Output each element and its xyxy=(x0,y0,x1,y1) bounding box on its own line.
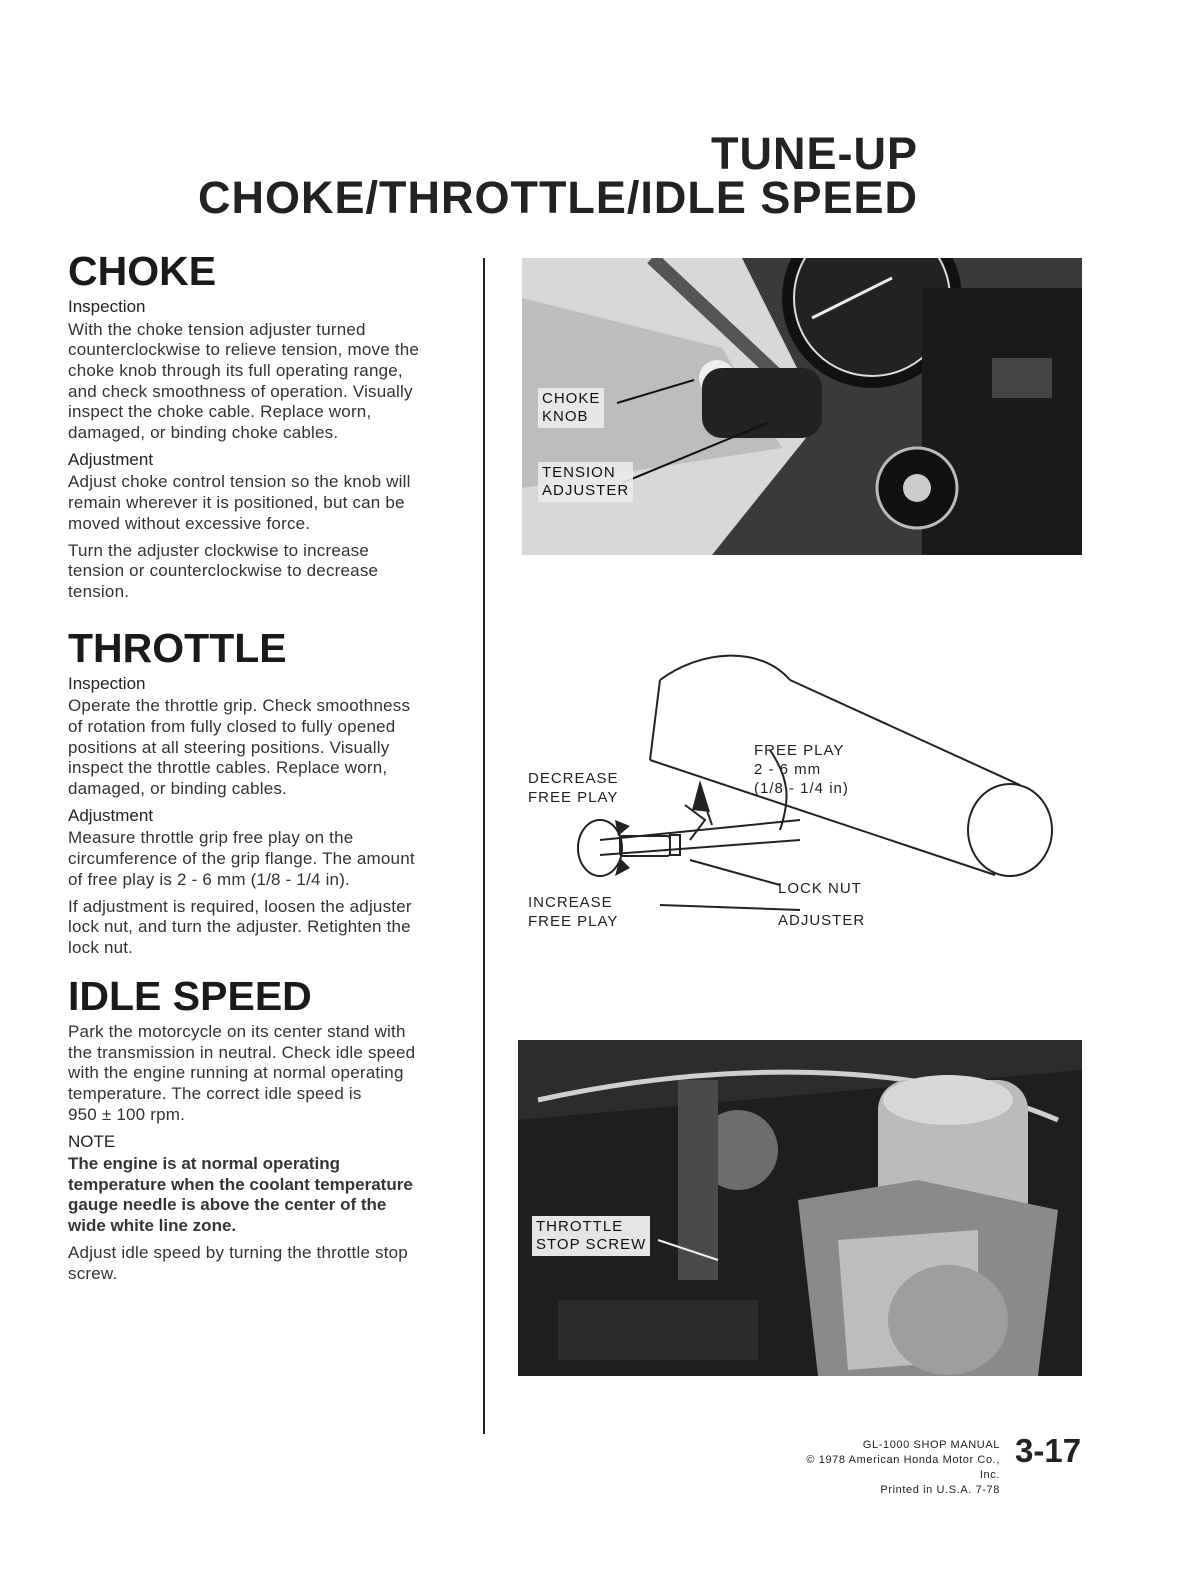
free-play-label xyxy=(754,742,849,798)
choke-title: CHOKE xyxy=(68,248,217,294)
footer xyxy=(800,1438,1000,1497)
header-title-line2: CHOKE/THROTTLE/IDLE SPEED xyxy=(197,172,918,223)
choke-knob-label-line1: CHOKE xyxy=(542,390,601,407)
tension-adjuster-label xyxy=(538,462,633,502)
choke-inspection-heading: Inspection xyxy=(68,297,146,317)
column-divider xyxy=(483,258,485,1434)
choke-inspection-text: With the choke tension adjuster turned counterclockwise to relieve tension, move the choke knob through its full operating range, and check smoothness of operation. Visually inspect the choke cable. Replace worn, damaged, or binding choke cables. xyxy=(68,319,420,443)
throttle-stop-label-line2: STOP SCREW xyxy=(536,1236,647,1253)
increase-free-play-label xyxy=(528,894,618,932)
choke-adjustment-text2: Turn the adjuster clockwise to increase tension or counterclockwise to decrease tension. xyxy=(68,540,379,601)
tension-adjuster-label-line1: TENSION xyxy=(542,464,616,481)
throttle-adjustment-text2: If adjustment is required, loosen the adjuster lock nut, and turn the adjuster. Retighten the lock nut. xyxy=(68,896,412,957)
page-number: 3-17 xyxy=(1015,1432,1082,1469)
adjuster-label: ADJUSTER xyxy=(778,912,866,929)
lock-nut-label: LOCK NUT xyxy=(778,880,862,897)
idle-text1: Park the motorcycle on its center stand with the transmission in neutral. Check idle speed with the engine running at normal operating temperature. The correct idle speed is xyxy=(68,1021,416,1104)
footer-manual: GL-1000 SHOP MANUAL xyxy=(862,1439,1000,1451)
free-play-line2: 2 - 6 mm xyxy=(754,760,822,778)
throttle-stop-label-line1: THROTTLE xyxy=(536,1218,624,1235)
throttle-adjustment-heading: Adjustment xyxy=(68,805,154,825)
decrease-free-play-label xyxy=(528,770,619,808)
decrease-line2: FREE PLAY xyxy=(528,788,619,806)
idle-text2: Adjust idle speed by turning the throttle stop screw. xyxy=(68,1242,408,1283)
idle-note-text: The engine is at normal operating temperature when the coolant temperature gauge needle is above the center of the wide white line zone. xyxy=(68,1153,413,1236)
choke-adjustment-text: Adjust choke control tension so the knob will remain wherever it is positioned, but can be moved without excessive force. xyxy=(68,472,411,533)
choke-knob-label-line2: KNOB xyxy=(542,408,589,425)
throttle-inspection-heading: Inspection xyxy=(68,673,146,693)
throttle-stop-screw-photo xyxy=(518,1040,1082,1376)
throttle-adjustment-text: Measure throttle grip free play on the circumference of the grip flange. The amount of free play is 2 - 6 mm (1/8 - 1/4 in). xyxy=(68,828,415,889)
throttle-title: THROTTLE xyxy=(68,624,287,671)
choke-photo xyxy=(522,258,1082,555)
increase-line1: INCREASE xyxy=(528,894,613,911)
decrease-line1: DECREASE xyxy=(528,770,619,787)
choke-adjustment-heading: Adjustment xyxy=(68,449,154,469)
idle-title: IDLE SPEED xyxy=(68,972,312,1019)
tension-adjuster-label-line2: ADJUSTER xyxy=(542,482,630,499)
free-play-line3: (1/8 - 1/4 in) xyxy=(754,779,849,797)
free-play-line1: FREE PLAY xyxy=(754,742,845,759)
footer-copyright: © 1978 American Honda Motor Co., Inc. xyxy=(806,1453,1000,1481)
header-title-line1: TUNE-UP xyxy=(711,128,918,179)
throttle-inspection-text: Operate the throttle grip. Check smoothness of rotation from fully closed to fully opened positions at all steering positions. Visually inspect the throttle cables. Replace worn, damaged, or binding cables. xyxy=(68,696,411,799)
increase-line2: FREE PLAY xyxy=(528,912,619,930)
footer-printed: Printed in U.S.A. 7-78 xyxy=(880,1483,1000,1496)
left-column xyxy=(68,248,428,1290)
choke-knob-label xyxy=(538,388,604,428)
idle-rpm: 950 ± 100 rpm. xyxy=(68,1104,186,1124)
throttle-stop-screw-label xyxy=(532,1216,650,1256)
idle-note-heading: NOTE xyxy=(68,1131,116,1151)
